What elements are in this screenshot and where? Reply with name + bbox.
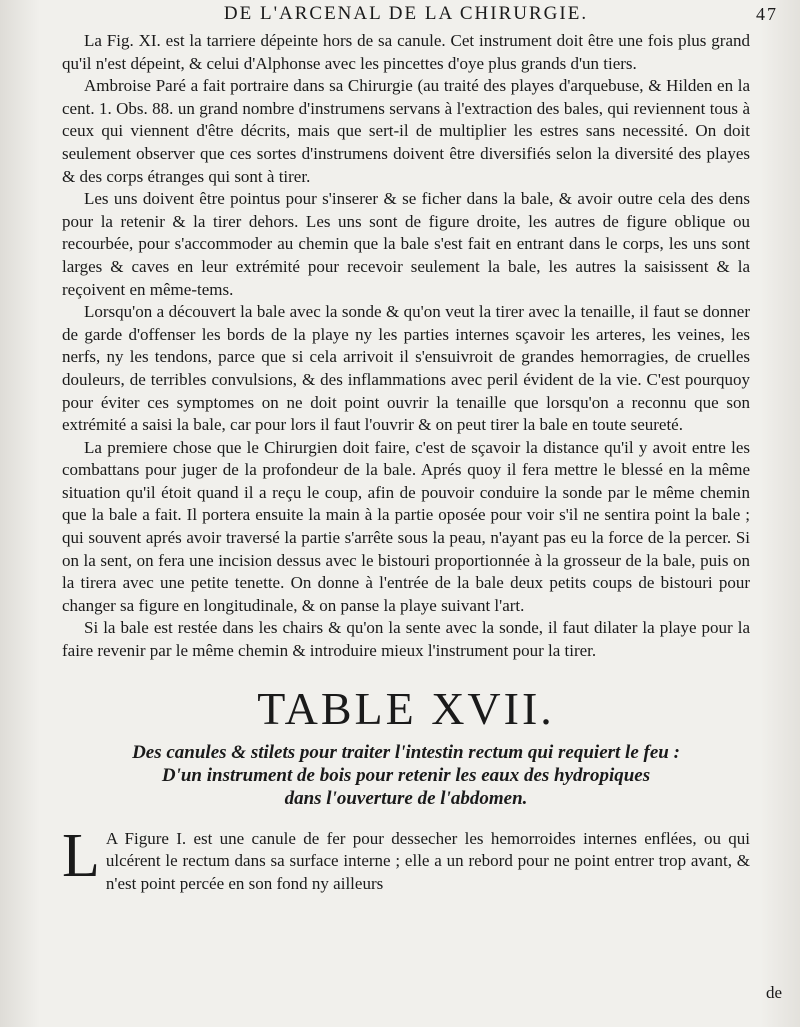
running-head [62,0,778,30]
paragraph: Lorsqu'on a découvert la bale avec la sonde & qu'on veut la tirer avec la tenaille, il faut se donner de garde d'offenser les bords de la playe ny les parties internes sçavoir les arteres, les veines, les nerfs, ny les tendons, parce que si cela arrivoit il s'ensuivroit de grandes hemorragies, de cruelles douleurs, de terribles convulsions, & des inflammations avec peril évident de la vie. C'est pourquoy pour éviter ces symptomes on ne doit point ouvrir la tenaille que lorsqu'on a reconnu que son extrémité a saisi la bale, car pour lors il faut l'ouvrir & on peut tirer la bale en toute seureté. [62,302,750,435]
body-text [62,30,750,663]
paragraph: Si la bale est restée dans les chairs & qu'on la sente avec la sonde, il faut dilater la playe pour la faire revenir par le même chemin & introduire mieux l'instrument pour la tirer. [62,618,750,661]
subtitle-line: dans l'ouverture de l'abdomen. [284,787,528,809]
paragraph: La premiere chose que le Chirurgien doit faire, c'est de sçavoir la distance qu'il y avoit entre les combattans pour juger de la profondeur de la bale. Aprés quoy il fera mettre le blessé en la même situation qu'il étoit quand il a reçu le coup, afin de pouvoir conduire la sonde par le même chemin que la bale a fait. Il portera ensuite la main à la partie oposée pour voir s'il ne sentira point la bale ; qui souvent aprés avoir traversé la partie s'arrête sous la peau, n'ayant pas eu la force de la percer. Si on la sent, on fera une incision dessus avec le bistouri proportionnée à la grosseur de la bale, puis on la tirera avec une petite tenette. On donne à l'entrée de la bale deux petits coups de bistouri pour changer sa figure en longitudinale, & on panse la playe suivant l'art. [62,437,750,615]
drop-cap: L [62,821,100,890]
subtitle-line: D'un instrument de bois pour retenir les eaux des hydropiques [161,764,651,786]
subtitle-line: Des canules & stilets pour traiter l'intestin rectum qui requiert le feu : [132,741,680,763]
paragraph: Les uns doivent être pointus pour s'inserer & se ficher dans la bale, & avoir outre cela des dens pour la retenir & la tirer dehors. Les uns sont de figure droite, les autres de figure oblique ou recourbée, pour s'accommoder au chemin que la bale s'est fait en entrant dans le corps, les uns sont larges & caves en leur extrémité pour recevoir seulement la bale, les autres la saisissent & la reçoivent en même-tems. [62,189,750,299]
figure-text: A Figure I. est une canule de fer pour dessecher les hemorroides internes enflées, ou qui ulcérent le rectum dans sa surface interne ; elle a un rebord pour ne point entrer trop avant, & n'est point percée en son fond ny ailleurs [105,828,750,893]
paragraph: Ambroise Paré a fait portraire dans sa Chirurgie (au traité des playes d'arquebuse, & Hilden en la cent. 1. Obs. 88. un grand nombre d'instrumens servans à l'extraction des bales, qui reviennent tous à ceux qui viennent d'être décrits, mais que sert-il de multiplier les estres sans necessité. On doit seulement observer que ces sortes d'instrumens doivent être diversifiés selon la diversité des playes & des corps étranges qui sont à tirer. [62,76,750,186]
figure-description [62,821,750,896]
paragraph: La Fig. XI. est la tarriere dépeinte hors de sa canule. Cet instrument doit être une fois plus grand qu'il n'est dépeint, & celui d'Alphonse avec les pincettes d'oye plus grands d'un tiers. [62,31,750,73]
catchword: de [765,983,782,1002]
running-title: DE L'ARCENAL DE LA CHIRURGIE. [223,3,589,24]
section-heading: TABLE XVII. [257,682,555,734]
page-number: 47 [756,4,778,24]
section-subtitle [62,741,750,810]
